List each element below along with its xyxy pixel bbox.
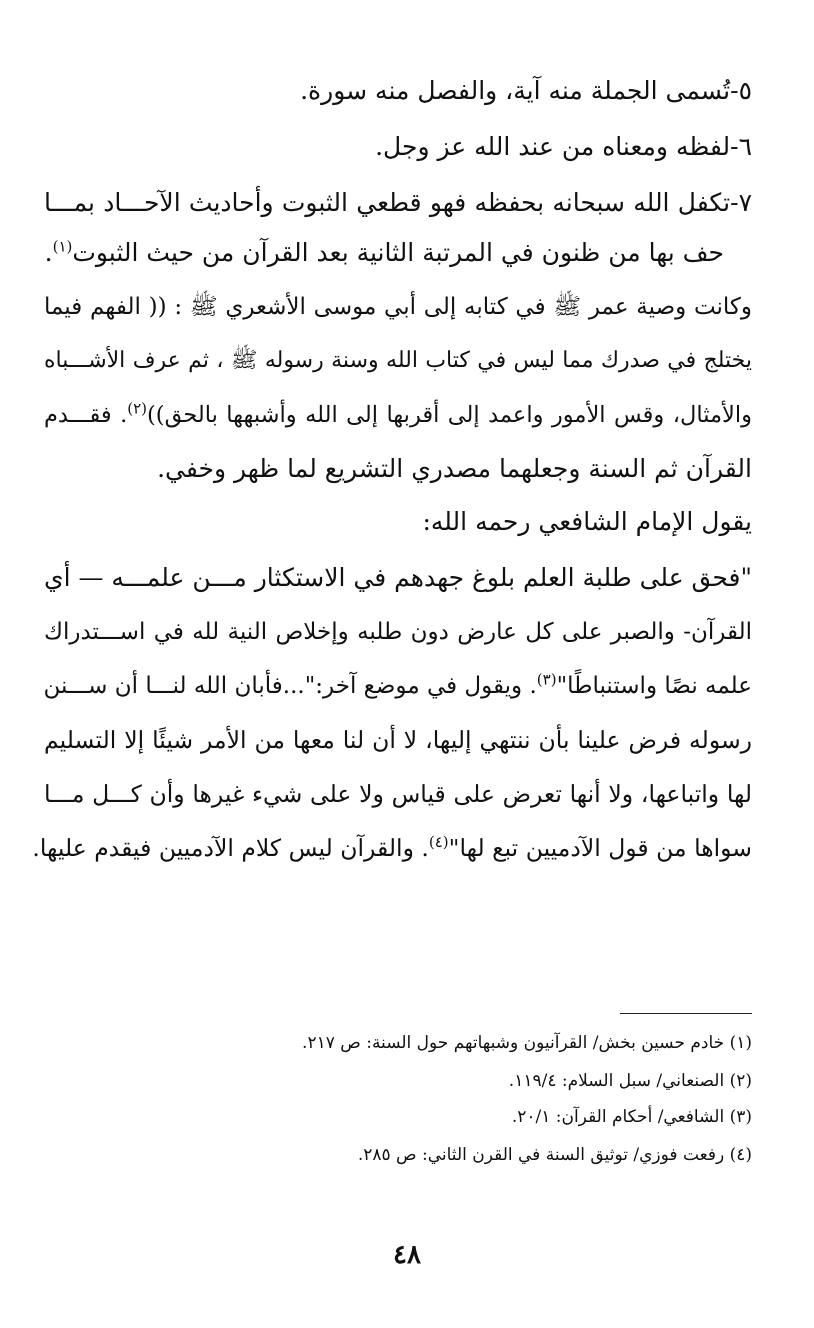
body-line-2 (375, 130, 752, 164)
body-line-9 (422, 505, 752, 539)
body-line-13 (44, 723, 752, 757)
body-line-7 (44, 398, 752, 432)
body-text: رسوله فرض علينا بأن ننتهي إليها، لا أن لنا معها من الأمر شيئًا إلا التسليم (44, 726, 752, 754)
body-text: القرآن ثم السنة وجعلهما مصدري التشريع لما ظهر وخفي. (157, 454, 752, 483)
footnote-separator (620, 1013, 752, 1014)
body-text: . فقـــدم (44, 402, 128, 428)
body-text: . والقرآن ليس كلام الآدميين فيقدم عليها. (32, 834, 429, 862)
body-line-4 (45, 236, 724, 270)
body-text: ٧-تكفل الله سبحانه بحفظه فهو قطعي الثبوت وأحاديث الآحـــاد بمـــا (44, 188, 752, 217)
footnote-4: (٤) رفعت فوزي/ توثيق السنة في القرن الثاني: ص ٢٨٥. (357, 1145, 752, 1165)
body-text: ٦-لفظه ومعناه من عند الله عز وجل. (375, 132, 752, 161)
body-text: . ويقول في موضع آخر:"...فأبان الله لنـــا أن ســـنن (43, 673, 537, 699)
body-text: والأمثال، وقس الأمور واعمد إلى أقربها إلى الله وأشبهها بالحق)) (147, 402, 752, 428)
body-line-3 (44, 186, 752, 220)
body-text: يختلج في صدرك مما ليس في كتاب الله وسنة رسوله ﷺ ، ثم عرف الأشـــباه (44, 348, 752, 373)
body-line-8 (157, 452, 752, 486)
footnote-ref-4: (٤) (428, 833, 449, 852)
body-text: القرآن- والصبر على كل عارض دون طلبه وإخلاص النية لله في اســـتدراك (44, 619, 752, 645)
body-text: . (44, 238, 53, 267)
body-text: "فحق على طلبة العلم بلوغ جهدهم في الاستكثار مـــن علمـــه — أي (44, 563, 752, 592)
footnote-ref-3: (٣) (536, 670, 557, 689)
body-line-11 (44, 615, 752, 649)
body-text: سواها من قول الآدميين تبع لها" (448, 834, 752, 862)
body-line-15 (32, 831, 752, 865)
footnote-2: (٢) الصنعاني/ سبل السلام: ١١٩/٤. (508, 1071, 752, 1091)
body-line-1 (300, 74, 752, 108)
body-text: يقول الإمام الشافعي رحمه الله: (422, 507, 752, 536)
body-line-14 (44, 777, 752, 811)
body-text: ٥-تُسمى الجملة منه آية، والفصل منه سورة. (300, 76, 752, 105)
footnote-ref-1: (١) (52, 237, 73, 256)
footnote-ref-2: (٢) (127, 399, 148, 418)
body-line-6 (44, 344, 752, 378)
footnote-3: (٣) الشافعي/ أحكام القرآن: ٢٠/١. (511, 1107, 752, 1127)
footnote-1: (١) خادم حسين بخش/ القرآنيون وشبهاتهم حول السنة: ص ٢١٧. (302, 1033, 752, 1053)
body-text: وكانت وصية عمر ﷺ في كتابه إلى أبي موسى الأشعري ﷺ : (( الفهم فيما (44, 294, 752, 320)
body-text: علمه نصًا واستنباطًا" (556, 673, 752, 699)
body-line-5 (44, 290, 752, 324)
body-text: حف بها من ظنون في المرتبة الثانية بعد القرآن من حيث الثبوت (72, 238, 724, 267)
body-text: لها واتباعها، ولا أنها تعرض على قياس ولا على شيء غيرها وأن كـــل مـــا (44, 780, 752, 808)
body-line-10 (44, 561, 752, 595)
page-number: ٤٨ (393, 1240, 421, 1270)
body-line-12 (44, 669, 752, 703)
